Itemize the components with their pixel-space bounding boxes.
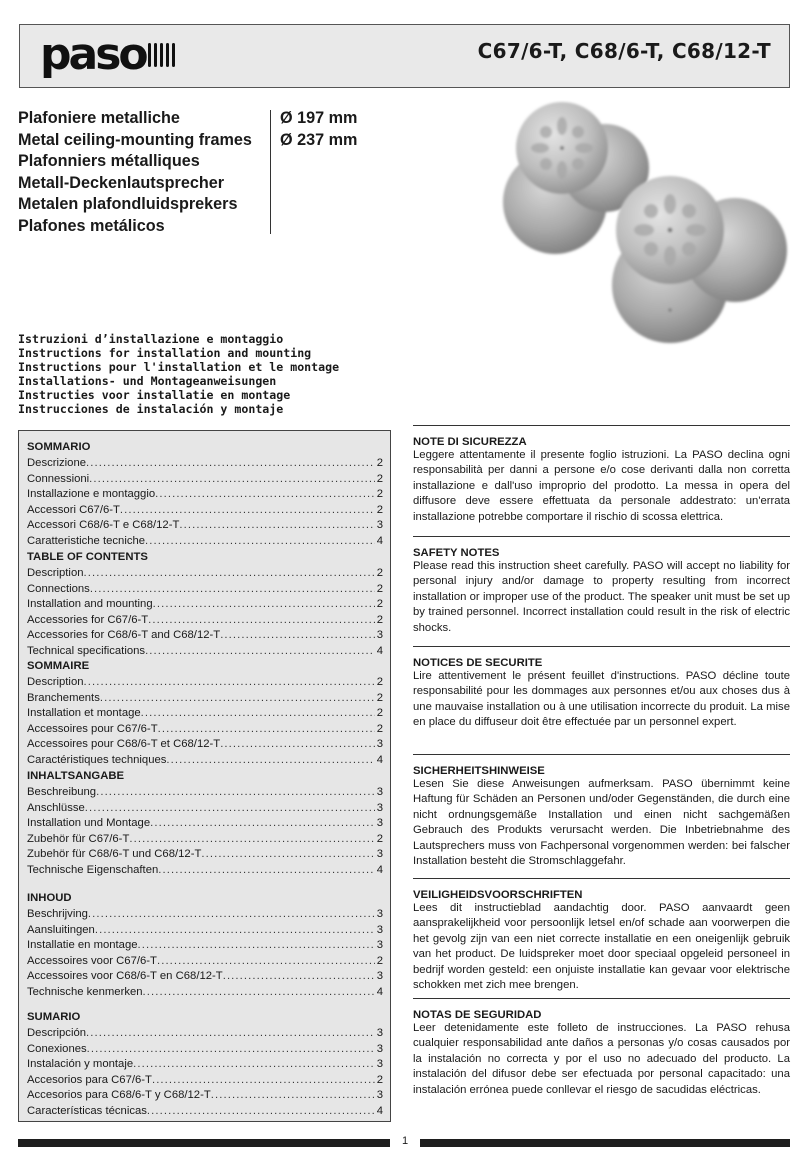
toc-entry-page: 3	[376, 908, 383, 920]
toc-dot-leader	[179, 518, 374, 534]
toc-entry-page: 3	[376, 923, 383, 936]
toc-entry-page: 3	[376, 786, 383, 798]
toc-entry-label: Installation et montage	[27, 707, 141, 719]
toc-entry-label: Installation and mounting	[27, 598, 153, 610]
toc-entry-page: 4	[376, 644, 383, 657]
toc-entry[interactable]	[27, 582, 383, 598]
toc-dot-leader	[158, 722, 375, 738]
instructions-nl: Instructies voor installatie en montage	[18, 387, 291, 402]
toc-dot-leader	[166, 753, 374, 769]
toc-entry-label: Technical specifications	[27, 644, 146, 657]
header-bar	[19, 24, 790, 88]
toc-entry-page: 3	[376, 801, 383, 814]
toc-dot-leader	[100, 691, 375, 707]
safety-note-heading: NOTE DI SICUREZZA	[413, 436, 527, 448]
toc-entry[interactable]	[27, 1026, 383, 1042]
toc-heading: SUMARIO	[27, 1011, 81, 1023]
footer-bar-left	[18, 1139, 390, 1147]
toc-heading: INHALTSANGABE	[27, 770, 125, 782]
safety-note-heading: SICHERHEITSHINWEISE	[413, 765, 545, 777]
toc-entry[interactable]	[27, 613, 383, 629]
toc-entry-label: Connections	[27, 582, 90, 595]
toc-entry-label: Caractéristiques techniques	[27, 753, 167, 766]
toc-entry-page: 2	[376, 722, 383, 735]
toc-entry-page: 2	[376, 567, 383, 579]
toc-dot-leader	[87, 1042, 375, 1058]
diameter-small: Ø 197 mm	[280, 109, 358, 127]
toc-dot-leader	[141, 706, 375, 722]
safety-note-heading: NOTAS DE SEGURIDAD	[413, 1009, 542, 1021]
toc-entry[interactable]	[27, 691, 383, 707]
instructions-en: Instructions for installation and mounting	[18, 345, 312, 360]
toc-entry-label: Beschrijving	[27, 908, 88, 920]
toc-entry[interactable]	[27, 675, 383, 691]
toc-dot-leader	[85, 801, 375, 817]
toc-heading: SOMMAIRE	[27, 660, 90, 672]
toc-entry-label: Installatie en montage	[27, 939, 138, 951]
toc-entry[interactable]	[27, 801, 383, 817]
toc-entry-page: 2	[376, 954, 383, 967]
note-divider	[413, 878, 790, 879]
toc-section	[27, 768, 383, 878]
toc-entry-label: Instalación y montaje	[27, 1058, 134, 1070]
toc-dot-leader	[158, 863, 374, 879]
toc-entry-page: 2	[376, 488, 383, 500]
toc-entry[interactable]	[27, 534, 383, 550]
toc-entry-label: Accessori C68/6-T e C68/12-T	[27, 519, 180, 531]
toc-dot-leader	[95, 923, 375, 939]
toc-dot-leader	[89, 472, 375, 488]
toc-entry[interactable]	[27, 597, 383, 613]
toc-entry-label: Technische Eigenschaften	[27, 863, 159, 876]
toc-dot-leader	[129, 832, 374, 848]
product-title-nl: Metalen plafondluidsprekers	[18, 195, 238, 214]
safety-note-body: Leer detenidamente este folleto de instrucciones. La PASO rehusa cualquier responsabilidad ante daños a personas y/o cosas causados por la instalación no correcta y por el uso no adecuado del producto. La instalación del difusor debe ser efectuada por personal capacitado: una instalación errónea puede conllevar el riesgo de sacudidas eléctricas.	[413, 1022, 790, 1096]
safety-note-body: Lire attentivement le présent feuillet d'instructions. PASO décline toute responsabilité pour les dommages aux personnes et/ou aux choses dus à une mauvaise installation ou à une utilisation incorrecte du produit. La mise en place du diffuseur doit être effectuée par un personnel expert.	[413, 670, 790, 729]
note-divider	[413, 425, 790, 426]
toc-entry-label: Description	[27, 676, 84, 688]
toc-entry[interactable]	[27, 863, 383, 879]
toc-entry-page: 3	[376, 738, 383, 750]
toc-entry[interactable]	[27, 706, 383, 722]
toc-entry-label: Branchements	[27, 691, 100, 704]
safety-note-body: Lesen Sie diese Anweisungen aufmerksam. PASO übernimmt keine Haftung für Schäden an Personen und/oder Gegenständen, die durch eine nicht ordnungsgemäße Installation und einen nicht sachgemäßen Gebrauch des Produkts verursacht werden. Die Inbetriebnahme des Lautsprechers muss von Fachpersonal vorgenommen werden: bei falscher Installation besteht die Stromschlaggefahr.	[413, 778, 790, 868]
toc-entry-page: 2	[376, 582, 383, 595]
model-title: C67/6-T, C68/6-T, C68/12-T	[477, 39, 771, 63]
safety-note-body: Please read this instruction sheet carefully. PASO will accept no liability for personal injury and/or damage to property resulting from incorrect installation or improper use of the product. The speaker unit must be set up by trained personnel. Incorrect installation could result in the risk of electric shocks.	[413, 560, 790, 634]
toc-entry-page: 3	[376, 817, 383, 829]
instructions-fr: Instructions pour l'installation et le montage	[18, 359, 340, 374]
toc-entry[interactable]	[27, 737, 383, 753]
toc-dot-leader	[152, 1073, 375, 1089]
toc-entry[interactable]	[27, 1057, 383, 1073]
paso-logo	[40, 29, 200, 83]
product-title-it: Plafoniere metalliche	[18, 109, 180, 127]
toc-entry-label: Aansluitingen	[27, 923, 95, 936]
instructions-it: Istruzioni d’installazione e montaggio	[18, 332, 284, 346]
instructions-de: Installations- und Montageanweisungen	[18, 373, 277, 388]
toc-dot-leader	[86, 456, 375, 472]
toc-dot-leader	[153, 597, 375, 613]
toc-dot-leader	[148, 613, 375, 629]
toc-entry-page: 2	[376, 472, 383, 485]
toc-heading: INHOUD	[27, 892, 72, 904]
note-divider	[413, 646, 790, 647]
product-title-de: Metall-Deckenlautsprecher	[18, 173, 225, 192]
toc-entry-page: 2	[376, 598, 383, 610]
toc-entry[interactable]	[27, 816, 383, 832]
logo-text: paso	[40, 29, 146, 80]
instructions-headings	[18, 333, 339, 416]
toc-entry[interactable]	[27, 923, 383, 939]
toc-entry-page: 3	[376, 970, 383, 982]
toc-entry[interactable]	[27, 753, 383, 769]
toc-section	[27, 549, 383, 659]
toc-dot-leader	[84, 675, 375, 691]
toc-entry-label: Conexiones	[27, 1042, 87, 1055]
toc-entry-label: Accessoires voor C68/6-T en C68/12-T	[27, 970, 223, 982]
toc-dot-leader	[150, 816, 375, 832]
toc-entry-page: 3	[376, 848, 383, 860]
toc-dot-leader	[147, 1104, 375, 1120]
toc-entry-page: 4	[376, 1104, 383, 1117]
toc-entry[interactable]	[27, 1073, 383, 1089]
toc-entry-label: Accesorios para C68/6-T y C68/12-T	[27, 1089, 211, 1101]
diameter-large: Ø 237 mm	[280, 130, 358, 149]
toc-dot-leader	[220, 628, 375, 644]
toc-entry[interactable]	[27, 1042, 383, 1058]
toc-dot-leader	[88, 907, 375, 923]
safety-note-heading: SAFETY NOTES	[413, 547, 500, 559]
product-title-es: Plafones metálicos	[18, 216, 165, 235]
toc-entry-label: Installation und Montage	[27, 817, 151, 829]
note-divider	[413, 536, 790, 537]
toc-entry-label: Connessioni	[27, 472, 90, 485]
toc-dot-leader	[157, 954, 375, 970]
toc-entry-page: 4	[376, 985, 383, 998]
toc-entry-page: 2	[376, 503, 383, 516]
titles-divider	[270, 110, 271, 234]
toc-entry-page: 4	[376, 534, 383, 547]
toc-entry[interactable]	[27, 847, 383, 863]
product-titles	[18, 108, 278, 238]
toc-entry-page: 2	[376, 691, 383, 704]
toc-entry-page: 3	[376, 519, 383, 531]
toc-entry-label: Anschlüsse	[27, 801, 85, 814]
toc-entry-page: 3	[376, 1027, 383, 1039]
toc-dot-leader	[90, 582, 375, 598]
toc-entry[interactable]	[27, 722, 383, 738]
toc-entry-label: Accesorios para C67/6-T	[27, 1073, 152, 1086]
toc-dot-leader	[145, 534, 375, 550]
toc-entry-page: 3	[376, 1042, 383, 1055]
toc-entry[interactable]	[27, 503, 383, 519]
toc-dot-leader	[96, 785, 375, 801]
safety-note-heading: NOTICES DE SECURITE	[413, 657, 543, 669]
toc-entry[interactable]	[27, 628, 383, 644]
toc-entry-label: Caratteristiche tecniche	[27, 534, 146, 547]
toc-dot-leader	[211, 1088, 375, 1104]
toc-entry-label: Zubehör für C68/6-T und C68/12-T	[27, 848, 202, 860]
toc-entry[interactable]	[27, 832, 383, 848]
toc-entry[interactable]	[27, 907, 383, 923]
toc-entry-page: 3	[376, 939, 383, 951]
toc-dot-leader	[133, 1057, 375, 1073]
toc-section	[27, 439, 383, 549]
safety-note-body: Leggere attentamente il presente foglio istruzioni. La PASO declina ogni responsabilità per danni a persone e/o cose derivanti dalla non corretta installazione e dall'uso improprio del prodotto. La messa in opera del diffusore deve essere effettuata da personale addestrato: un'errata installazione potrebbe comportare il rischio di scossa elettrica.	[413, 449, 790, 523]
toc-entry-label: Installazione e montaggio	[27, 488, 156, 500]
toc-entry-label: Accessoires pour C68/6-T et C68/12-T	[27, 738, 221, 750]
toc-entry-page: 2	[376, 457, 383, 469]
toc-entry-label: Description	[27, 567, 84, 579]
toc-entry-page: 3	[376, 1058, 383, 1070]
note-divider	[413, 998, 790, 999]
toc-entry[interactable]	[27, 644, 383, 660]
toc-section	[27, 658, 383, 768]
toc-dot-leader	[155, 487, 375, 503]
toc-dot-leader	[220, 737, 375, 753]
safety-note-body: Lees dit instructieblad aandachtig door. PASO aanvaardt geen aansprakelijkheid voor persoonlijk letsel en/of schade aan voorwerpen die het gevolg zijn van een niet correcte installatie en een oneigenlijk gebruik van het product. De luidspreker moet door speciaal opgeleid personeel in bedrijf worden gesteld: een onjuiste installatie kan gevaar voor elektrische schokken met zich mee brengen.	[413, 902, 790, 992]
toc-entry-page: 3	[376, 629, 383, 641]
toc-entry-label: Accessoires voor C67/6-T	[27, 954, 157, 967]
toc-entry[interactable]	[27, 985, 383, 1001]
toc-entry-page: 4	[376, 863, 383, 876]
toc-dot-leader	[145, 644, 375, 660]
toc-entry-label: Descrizione	[27, 457, 87, 469]
toc-entry[interactable]	[27, 954, 383, 970]
page-number: 1	[401, 1135, 409, 1147]
toc-entry-page: 2	[376, 707, 383, 719]
toc-dot-leader	[143, 985, 375, 1001]
product-photo	[480, 100, 800, 350]
footer-bar-right	[420, 1139, 790, 1147]
toc-entry-label: Descripción	[27, 1027, 87, 1039]
toc-dot-leader	[201, 847, 374, 863]
toc-entry[interactable]	[27, 1104, 383, 1120]
toc-entry[interactable]	[27, 472, 383, 488]
toc-heading: SOMMARIO	[27, 441, 91, 453]
diameters	[280, 108, 357, 151]
toc-entry-label: Technische kenmerken	[27, 985, 143, 998]
toc-entry-label: Beschreibung	[27, 786, 97, 798]
toc-entry-page: 3	[376, 1089, 383, 1101]
toc-entry[interactable]	[27, 487, 383, 503]
toc-entry[interactable]	[27, 969, 383, 985]
toc-entry[interactable]	[27, 518, 383, 534]
note-divider	[413, 754, 790, 755]
toc-entry-page: 2	[376, 832, 383, 845]
toc-entry-page: 4	[376, 753, 383, 766]
toc-entry-label: Características técnicas	[27, 1104, 147, 1117]
toc-dot-leader	[86, 1026, 375, 1042]
table-of-contents	[18, 430, 391, 1122]
toc-entry-label: Accessori C67/6-T	[27, 503, 120, 516]
toc-dot-leader	[84, 566, 375, 582]
toc-entry-label: Zubehör für C67/6-T	[27, 832, 130, 845]
toc-entry-label: Accessoires pour C67/6-T	[27, 722, 158, 735]
toc-heading: TABLE OF CONTENTS	[27, 551, 148, 563]
toc-entry[interactable]	[27, 566, 383, 582]
toc-entry[interactable]	[27, 1088, 383, 1104]
toc-section	[27, 1009, 383, 1119]
instructions-es: Instrucciones de instalación y montaje	[18, 401, 284, 416]
toc-dot-leader	[120, 503, 375, 519]
toc-entry-page: 2	[376, 1073, 383, 1086]
toc-entry[interactable]	[27, 785, 383, 801]
product-title-en: Metal ceiling-mounting frames	[18, 130, 252, 149]
toc-entry-label: Accessories for C67/6-T	[27, 613, 149, 626]
product-title-fr: Plafonniers métalliques	[18, 152, 200, 171]
toc-dot-leader	[138, 938, 375, 954]
toc-entry-page: 2	[376, 676, 383, 688]
toc-entry[interactable]	[27, 456, 383, 472]
toc-dot-leader	[223, 969, 375, 985]
toc-section	[27, 890, 383, 1000]
toc-entry-label: Accessories for C68/6-T and C68/12-T	[27, 629, 221, 641]
toc-entry-page: 2	[376, 613, 383, 626]
safety-note-heading: VEILIGHEIDSVOORSCHRIFTEN	[413, 889, 583, 901]
toc-entry[interactable]	[27, 938, 383, 954]
